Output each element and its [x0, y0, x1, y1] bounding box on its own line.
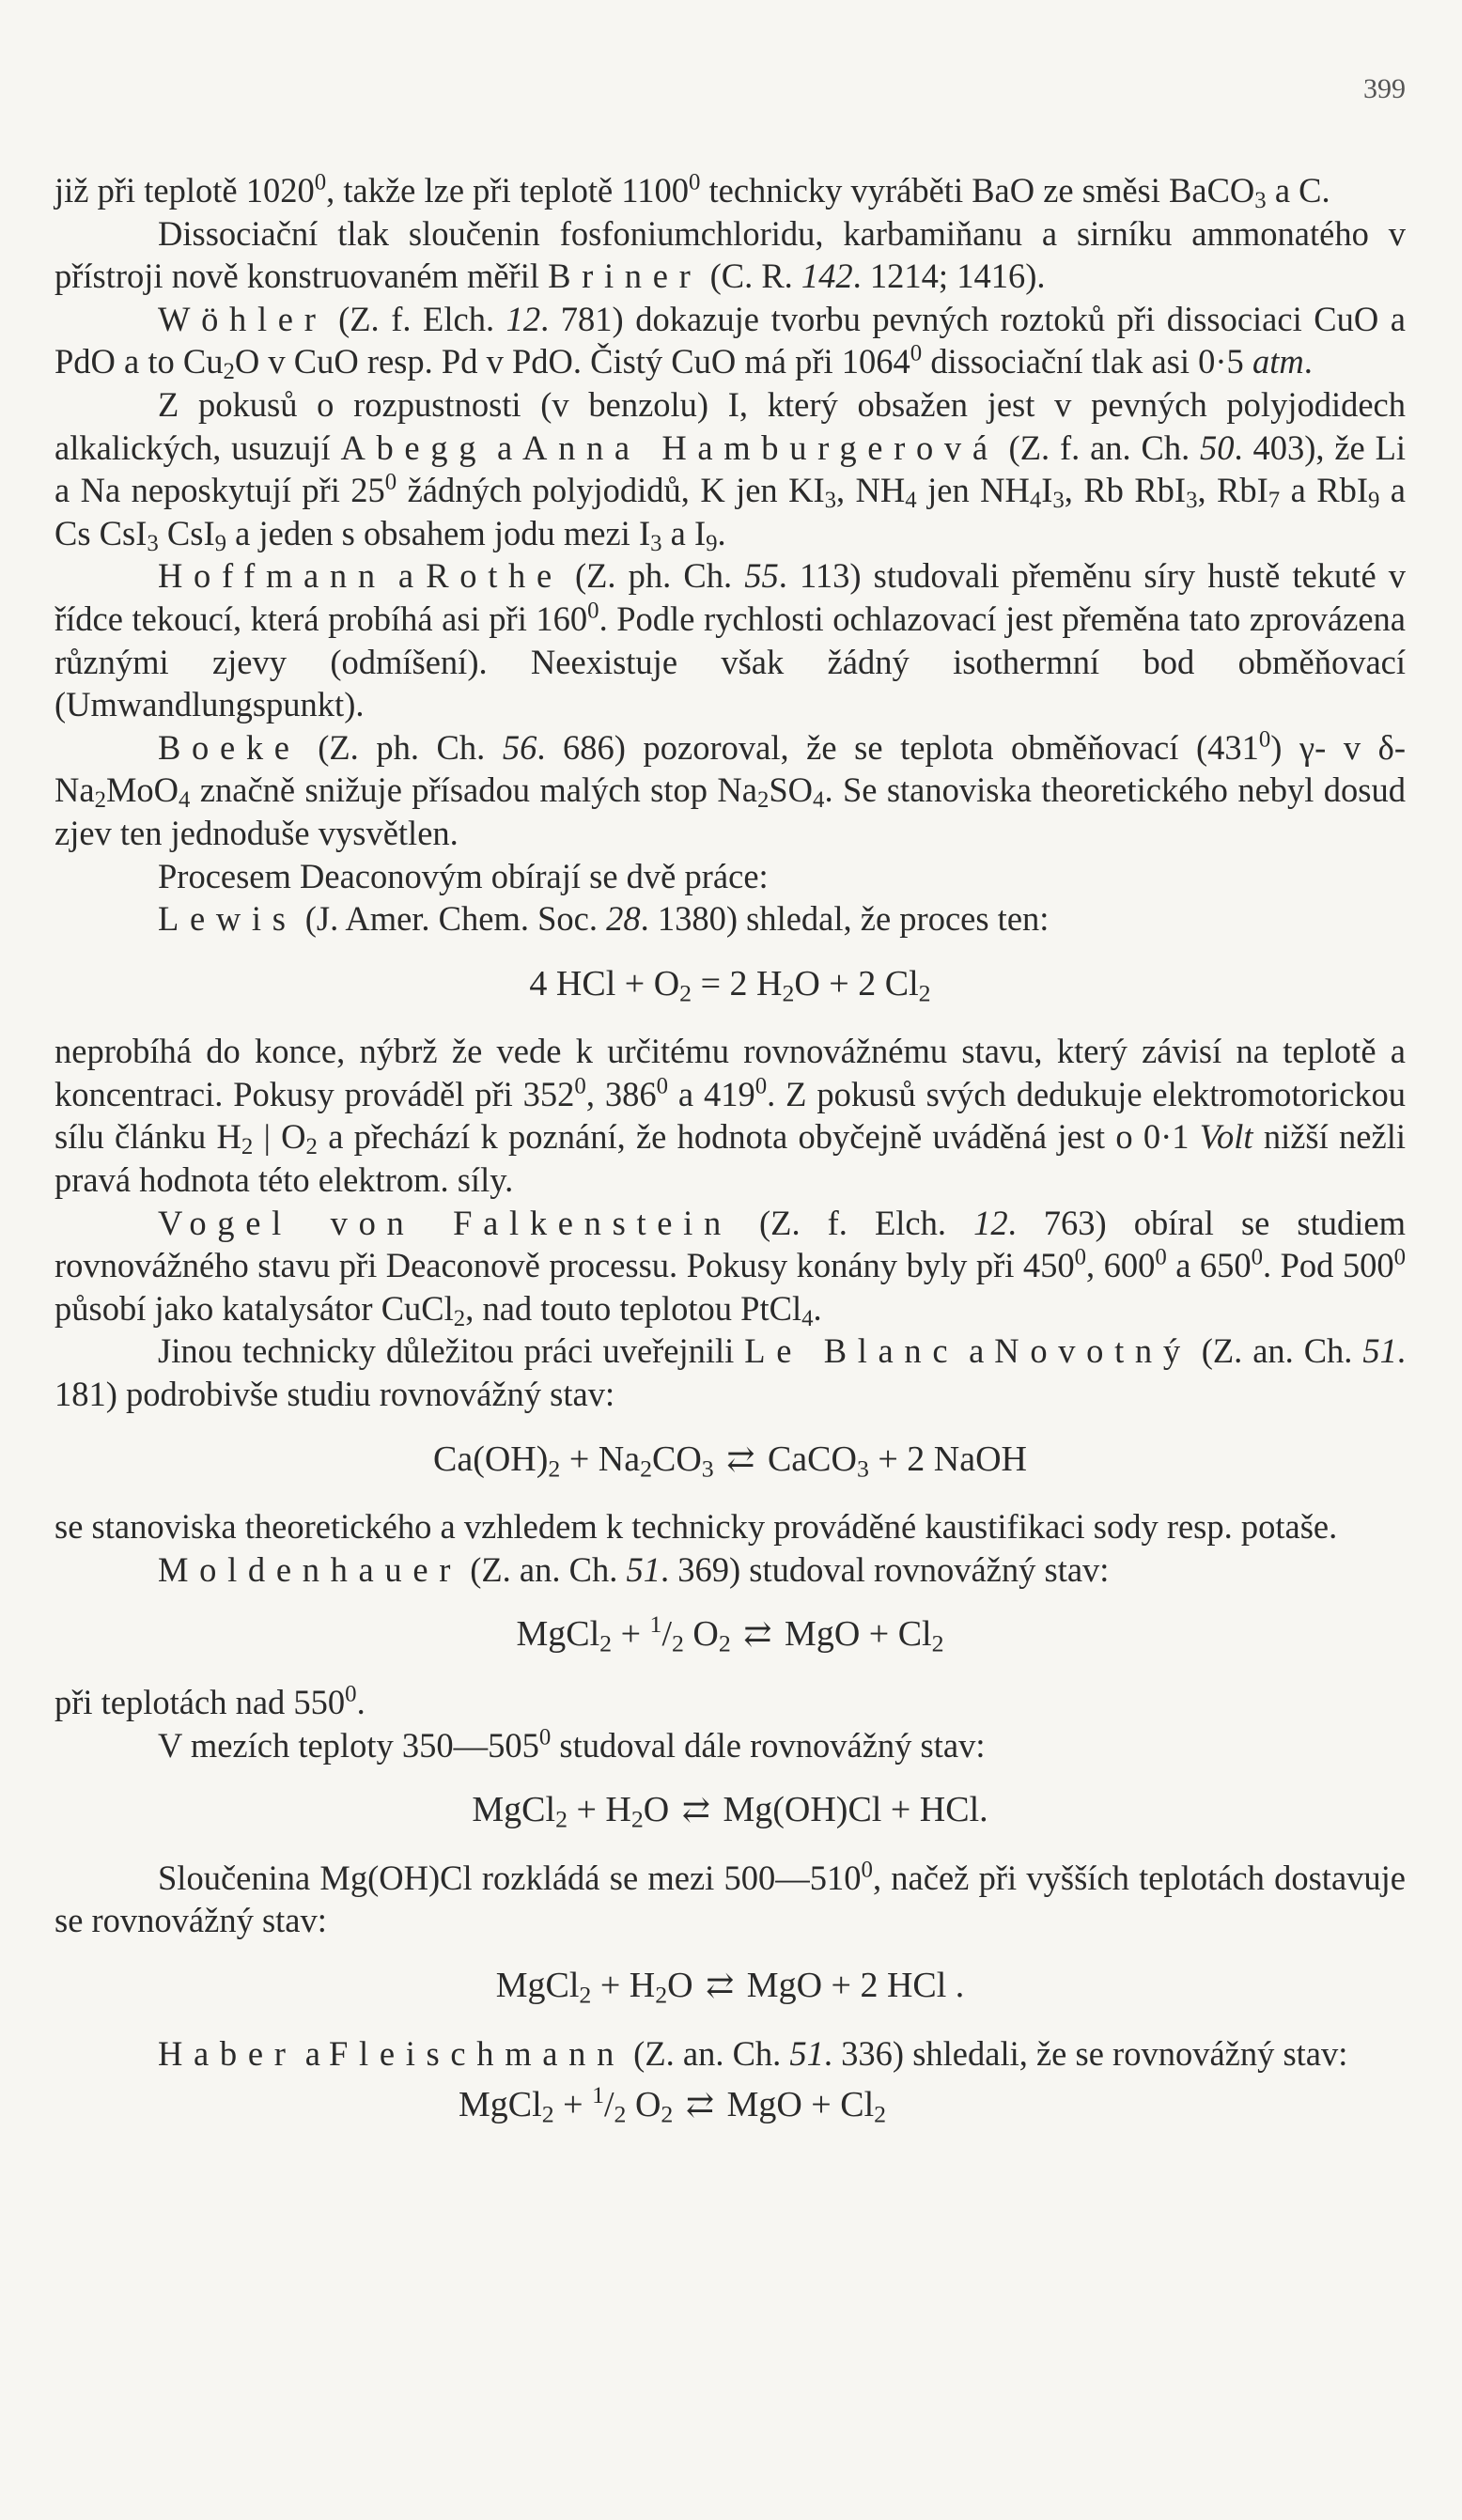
- paragraph: Dissociační tlak sloučenin fosfoniumchloridu, karbamiňanu a sirníku ammonatého v přístroji nově konstruovaném měřil Briner (C. R. 142. 1214; 1416).: [54, 213, 1406, 296]
- paragraph: Haber a Fleischmann (Z. an. Ch. 51. 336) shledali, že se rovnovážný stav:: [158, 2033, 1348, 2073]
- paragraph: Wöhler (Z. f. Elch. 12. 781) dokazuje tvorbu pevných roztoků při dissociaci CuO a PdO a to $Cu_2O$ v CuO resp. Pd v PdO. Čistý CuO má při 1064$^0$ dissociační tlak asi 0·5 atm.: [54, 299, 1406, 385]
- paragraph: Procesem Deaconovým obírají se dvě práce:: [158, 856, 769, 895]
- paragraph: Z pokusů o rozpustnosti (v benzolu) I, který obsažen jest v pevných polyjodidech alkalických, usuzují Abegg a Anna Hamburgerová (Z. f. an. Ch. 50. 403), že Li a Na neposkytují při $25^0$ žádných polyjodidů, K jen $KI_3$, $NH_4$ jen $NH_4I_3$, Rb RbI$_3$, RbI$_7$ a RbI$_9$ a Cs CsI$_3$ CsI$_9$ a jeden s obsahem jodu mezi $I_3$ a $I_9$.: [54, 384, 1407, 556]
- paragraph: Jinou technicky důležitou práci uveřejnili Le Blanc a Novotný (Z. an. Ch. 51. 181) podrobivše studiu rovnovážný stav:: [54, 1331, 1406, 1414]
- page-number: 399: [1363, 73, 1406, 104]
- equation: MgCl$_2$ + $H_2O$ ⇄ Mg(OH)Cl + HCl.: [472, 1790, 988, 1833]
- equation: $Ca(OH)_2 + Na_2CO_3$ ⇄ CaCO$_3$ + 2 NaOH: [433, 1439, 1027, 1483]
- equation: MgCl$_2$ + $H_2O$ ⇄ MgO + 2 HCl .: [495, 1965, 965, 2009]
- equation: 4 HCl + $O_2 = 2$ $H_2O + 2$ $Cl_2$: [529, 963, 931, 1007]
- paragraph: Boeke (Z. ph. Ch. 56. 686) pozoroval, že se teplota obměňovací $(431^0)$ γ- v $\delta-Na_2MoO_4$ značně snižuje přísadou malých stop $Na_2SO_4$. Se stanoviska theoretického nebyl dosud zjev ten jednoduše vysvětlen.: [54, 726, 1407, 852]
- paragraph: se stanoviska theoretického a vzhledem k technicky prováděné kaustifikaci sody resp. potaše.: [54, 1507, 1338, 1547]
- paragraph: V mezích teploty $350—505^0$ studoval dále rovnovážný stav:: [158, 1723, 986, 1765]
- paragraph: již při teplotě 1020$^0$, takže lze při teplotě 1100$^0$ technicky vyráběti BaO ze směsi BaCO$_3$ a C.: [54, 169, 1330, 214]
- equation: MgCl$_2$ + $^1/_2$ $O_2$ ⇄ MgO + $Cl_2$: [459, 2080, 887, 2128]
- paragraph: Moldenhauer (Z. an. Ch. 51. 369) studoval rovnovážný stav:: [158, 1549, 1110, 1589]
- body-text: [54, 169, 1406, 2152]
- paragraph: při teplotách nad $550^0$.: [54, 1681, 366, 1721]
- paragraph: Sloučenina Mg(OH)Cl rozkládá se mezi $500—510^0$, načež při vyšších teplotách dostavuje se rovnovážný stav:: [54, 1857, 1406, 1940]
- paragraph: Lewis (J. Amer. Chem. Soc. 28. 1380) shledal, že proces ten:: [158, 899, 1050, 939]
- paragraph: Vogel von Falkenstein (Z. f. Elch. 12. 763) obíral se studiem rovnovážného stavu při Deaconově processu. Pokusy konány byly při $450^0$, $600^0$ a $650^0$. Pod $500^0$ působí jako katalysátor CuCl$_2$, nad touto teplotou PtCl$_4$.: [54, 1203, 1406, 1332]
- paragraph: neprobíhá do konce, nýbrž že vede k určitému rovnovážnému stavu, který závisí na teplotě a koncentraci. Pokusy prováděl při $352^0$, $386^0$ a $419^0$. Z pokusů svých dedukuje elektromotorickou sílu článku $H_2$ | $O_2$ a přechází k poznání, že hodnota obyčejně uváděná jest o 0·1 Volt nižší nežli pravá hodnota této elektrom. síly.: [54, 1032, 1407, 1200]
- paragraph: Hoffmann a Rothe (Z. ph. Ch. 55. 113) studovali přeměnu síry hustě tekuté v řídce tekoucí, která probíhá asi při $160^0$. Podle rychlosti ochlazovací jest přeměna tato zprovázena různými zjevy (odmíšení). Neexistuje však žádný isothermní bod obměňovací (Umwandlungspunkt).: [54, 556, 1407, 724]
- equation: MgCl$_2$ + $^1/_2$ $O_2$ ⇄ MgO + $Cl_2$: [516, 1610, 944, 1657]
